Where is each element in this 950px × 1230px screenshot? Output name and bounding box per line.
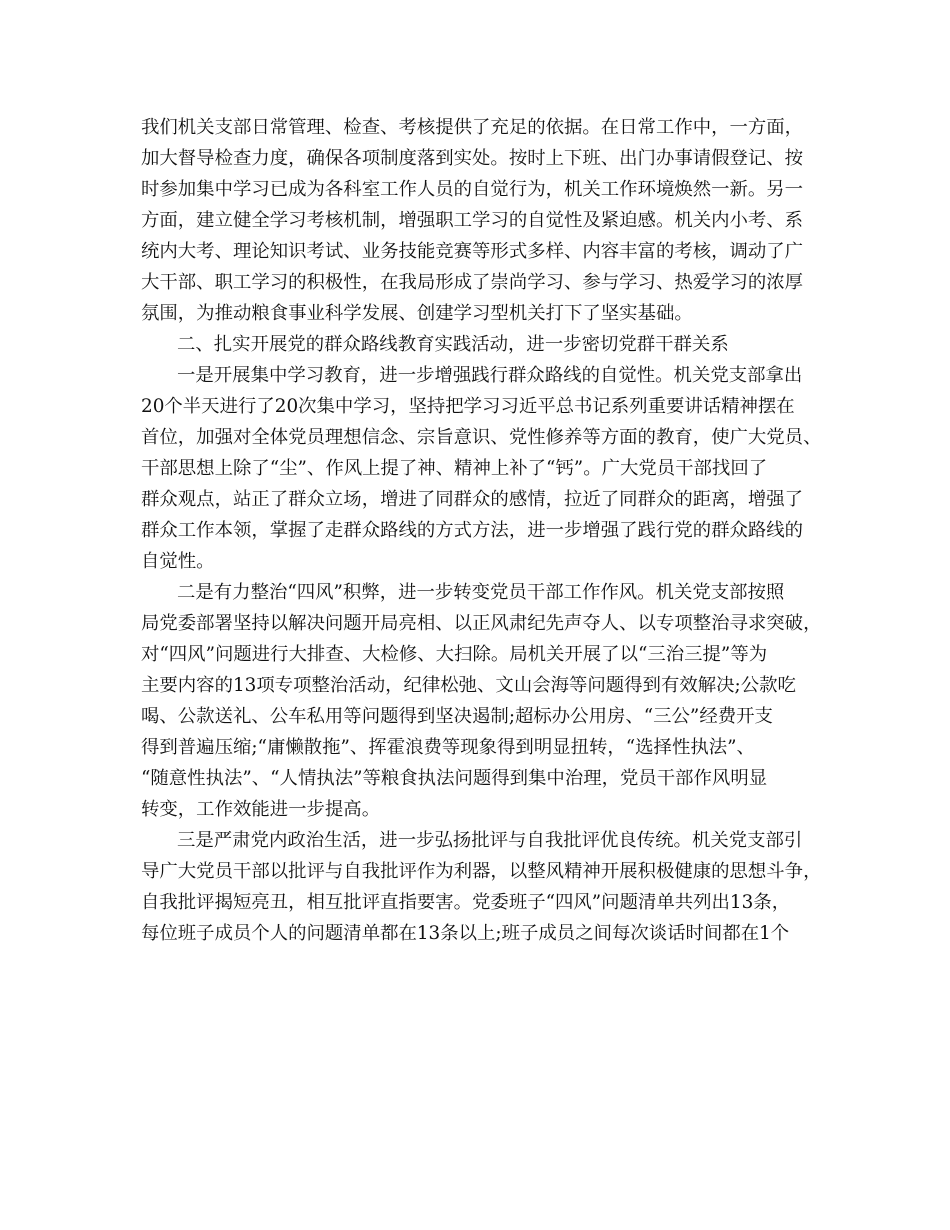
text-line: 我们机关支部日常管理、检查、考核提供了充足的依据。在日常工作中，一方面， — [141, 117, 804, 138]
text-line: 首位，加强对全体党员理想信念、宗旨意识、党性修养等方面的教育，使广大党员、 — [141, 427, 822, 448]
text-line: 局党委部署坚持以解决问题开局亮相、以正风肃纪先声夺人、以专项整治寻求突破， — [141, 613, 822, 634]
text-line: 统内大考、理论知识考试、业务技能竞赛等形式多样、内容丰富的考核，调动了广 — [141, 241, 804, 262]
text-line: 导广大党员干部以批评与自我批评作为利器，以整风精神开展积极健康的思想斗争， — [141, 861, 822, 882]
section-heading — [141, 329, 831, 360]
text-line: 三是严肃党内政治生活，进一步弘扬批评与自我批评优良传统。机关党支部引 — [177, 830, 803, 851]
paragraph-3 — [141, 360, 831, 577]
text-line: 主要内容的13项专项整治活动，纪律松弛、文山会海等问题得到有效解决;公款吃 — [141, 675, 796, 696]
text-line: 加大督导检查力度，确保各项制度落到实处。按时上下班、出门办事请假登记、按 — [141, 148, 804, 169]
text-line: 时参加集中学习已成为各科室工作人员的自觉行为，机关工作环境焕然一新。另一 — [141, 179, 804, 200]
text-line: 氛围，为推动粮食事业科学发展、创建学习型机关打下了坚实基础。 — [141, 303, 693, 324]
text-line: 群众观点，站正了群众立场，增进了同群众的感情，拉近了同群众的距离，增强了 — [141, 489, 804, 510]
paragraph-4 — [141, 577, 831, 825]
paragraph-5 — [141, 825, 831, 949]
text-line: 二、扎实开展党的群众路线教育实践活动，进一步密切党群干群关系 — [177, 334, 729, 355]
text-line: 对“四风”问题进行大排查、大检修、大扫除。局机关开展了以“三治三提”等为 — [141, 644, 768, 665]
text-line: “随意性执法”、“人情执法”等粮食执法问题得到集中治理，党员干部作风明显 — [141, 768, 768, 789]
text-line: 喝、公款送礼、公车私用等问题得到坚决遏制;超标办公用房、“三公”经费开支 — [141, 706, 773, 727]
paragraph-1 — [141, 112, 831, 329]
text-line: 自觉性。 — [141, 551, 215, 572]
text-line: 转变，工作效能进一步提高。 — [141, 799, 381, 820]
text-line: 二是有力整治“四风”积弊，进一步转变党员干部工作作风。机关党支部按照 — [177, 582, 785, 603]
text-line: 群众工作本领，掌握了走群众路线的方式方法，进一步增强了践行党的群众路线的 — [141, 520, 804, 541]
document-page — [141, 112, 831, 949]
text-line: 每位班子成员个人的问题清单都在13条以上;班子成员之间每次谈话时间都在1个 — [141, 923, 790, 944]
text-line: 20个半天进行了20次集中学习，坚持把学习习近平总书记系列重要讲话精神摆在 — [141, 396, 795, 417]
text-line: 方面，建立健全学习考核机制，增强职工学习的自觉性及紧迫感。机关内小考、系 — [141, 210, 804, 231]
text-line: 得到普遍压缩;“庸懒散拖”、挥霍浪费等现象得到明显扭转，“选择性执法”、 — [141, 737, 755, 758]
text-line: 一是开展集中学习教育，进一步增强践行群众路线的自觉性。机关党支部拿出 — [177, 365, 803, 386]
text-line: 自我批评揭短亮丑，相互批评直指要害。党委班子“四风”问题清单共列出13条， — [141, 892, 791, 913]
text-line: 干部思想上除了“尘”、作风上提了神、精神上补了“钙”。广大党员干部找回了 — [141, 458, 768, 479]
text-line: 大干部、职工学习的积极性，在我局形成了崇尚学习、参与学习、热爱学习的浓厚 — [141, 272, 804, 293]
